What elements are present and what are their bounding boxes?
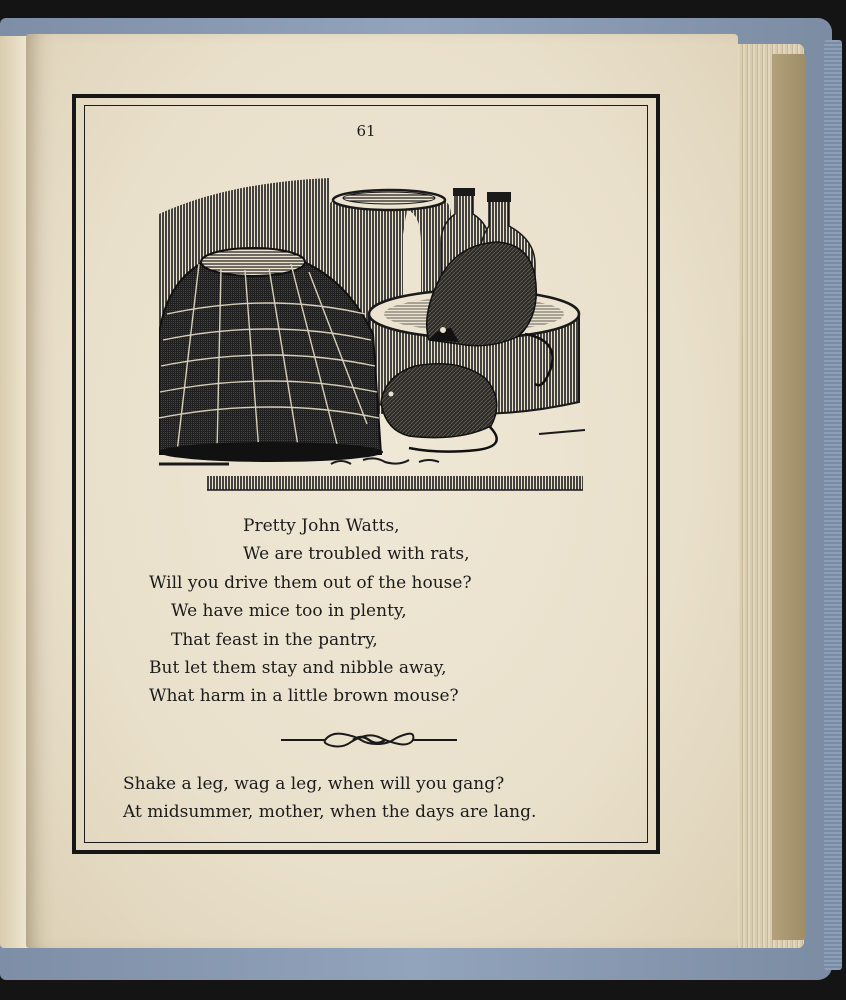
- rhyme-line: At midsummer, mother, when the days are lang.: [123, 802, 537, 822]
- rhyme: [123, 770, 536, 826]
- rat-on-ground: [381, 364, 497, 452]
- poem-line: We have mice too in plenty,: [171, 601, 407, 621]
- page-border: [72, 94, 660, 854]
- poem-line: What harm in a little brown mouse?: [149, 686, 459, 706]
- ornament-divider: [281, 730, 457, 750]
- page-edges-shadow: [772, 54, 806, 940]
- rhyme-line: Shake a leg, wag a leg, when will you gang?: [123, 774, 505, 794]
- poem-line: That feast in the pantry,: [171, 630, 378, 650]
- poem-line: We are troubled with rats,: [243, 544, 470, 564]
- rat-trap-illustration: [159, 164, 585, 508]
- cover-spine-edge: [824, 40, 842, 970]
- poem-line: Pretty John Watts,: [243, 516, 400, 536]
- poem-line: Will you drive them out of the house?: [149, 573, 472, 593]
- poem-line: But let them stay and nibble away,: [149, 658, 447, 678]
- page-inner-border: [84, 105, 648, 843]
- page-number: 61: [356, 122, 376, 140]
